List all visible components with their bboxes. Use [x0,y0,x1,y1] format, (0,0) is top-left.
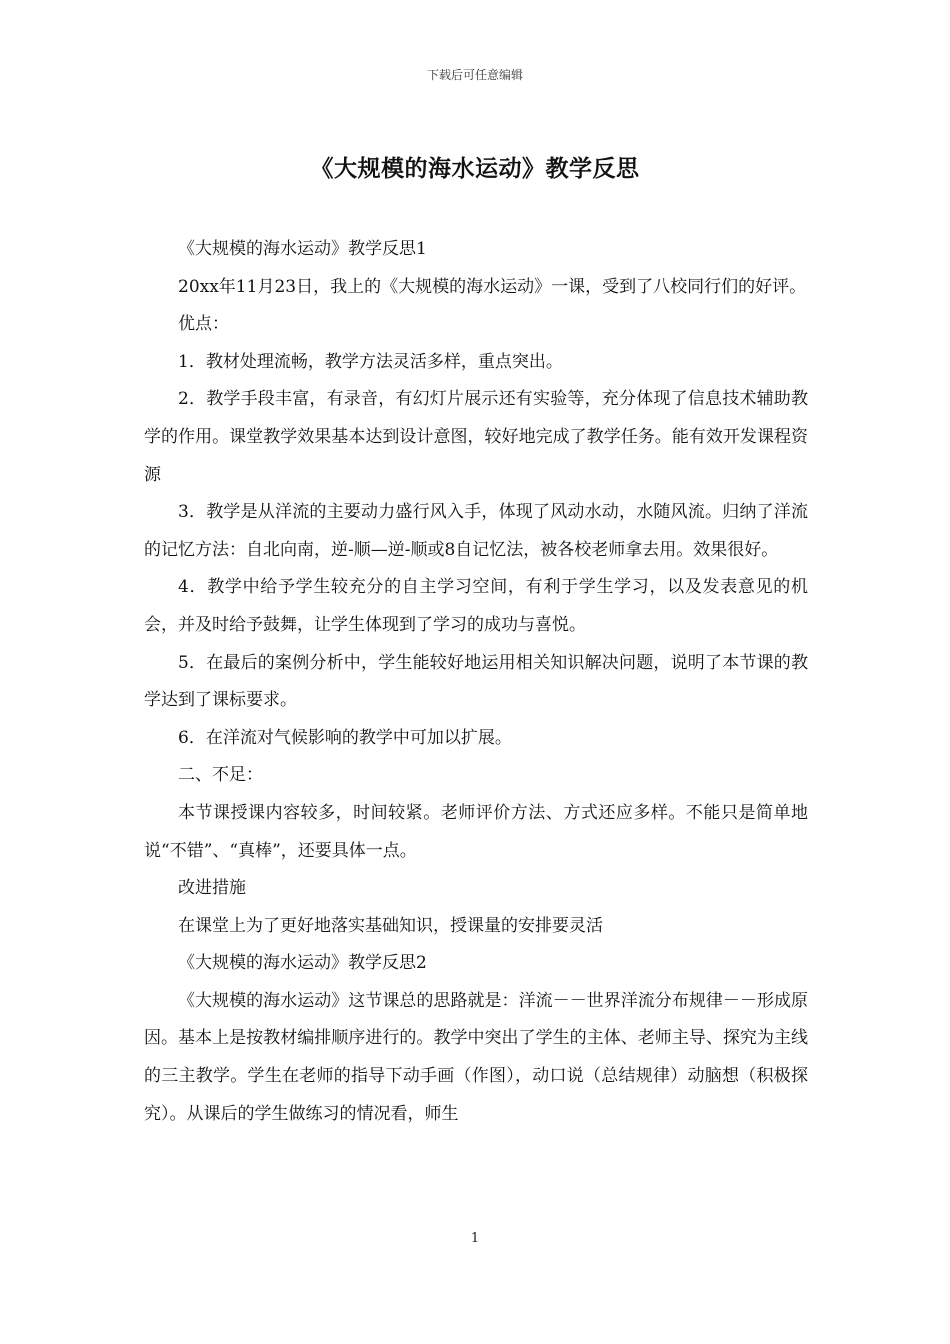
document-title: 《大规模的海水运动》教学反思 [310,155,640,182]
document-body [144,231,808,1133]
header-note: 下载后可任意编辑 [426,68,523,82]
list-item: 3．教学是从洋流的主要动力盛行风入手，体现了风动水动，水随风流。归纳了洋流的记忆方法：自北向南，逆-顺—逆-顺或8自记忆法，被各校老师拿去用。效果很好。 [144,502,808,560]
paragraph: 20xx年11月23日，我上的《大规模的海水运动》一课，受到了八校同行们的好评。 [178,276,807,297]
section-heading: 《大规模的海水运动》教学反思2 [178,953,427,974]
paragraph: 改进措施 [178,878,246,899]
list-item: 4．教学中给予学生较充分的自主学习空间，有利于学生学习，以及发表意见的机会，并及时给予鼓舞，让学生体现到了学习的成功与喜悦。 [144,577,808,635]
list-item: 6．在洋流对气候影响的教学中可加以扩展。 [178,727,512,748]
paragraph: 《大规模的海水运动》这节课总的思路就是：洋流－－世界洋流分布规律－－形成原因。基本上是按教材编排顺序进行的。教学中突出了学生的主体、老师主导、探究为主线的三主教学。学生在老师的指导下动手画（作图），动口说（总结规律）动脑想（积极探究）。从课后的学生做练习的情况看，师生 [144,990,808,1124]
paragraph: 在课堂上为了更好地落实基础知识，授课量的安排要灵活 [178,915,603,936]
paragraph: 本节课授课内容较多，时间较紧。老师评价方法、方式还应多样。不能只是简单地说“不错”、“真棒”，还要具体一点。 [144,802,808,861]
paragraph: 优点： [178,314,229,335]
list-item: 1．教材处理流畅，教学方法灵活多样，重点突出。 [178,351,563,372]
page-number: 1 [470,1231,480,1246]
section-heading: 《大规模的海水运动》教学反思1 [178,239,427,259]
list-item: 2．教学手段丰富，有录音，有幻灯片展示还有实验等，充分体现了信息技术辅助教学的作用。课堂教学效果基本达到设计意图，较好地完成了教学任务。能有效开发课程资源 [144,389,808,485]
paragraph: 二、不足： [178,765,263,786]
list-item: 5．在最后的案例分析中，学生能较好地运用相关知识解决问题，说明了本节课的教学达到了课标要求。 [144,652,808,711]
